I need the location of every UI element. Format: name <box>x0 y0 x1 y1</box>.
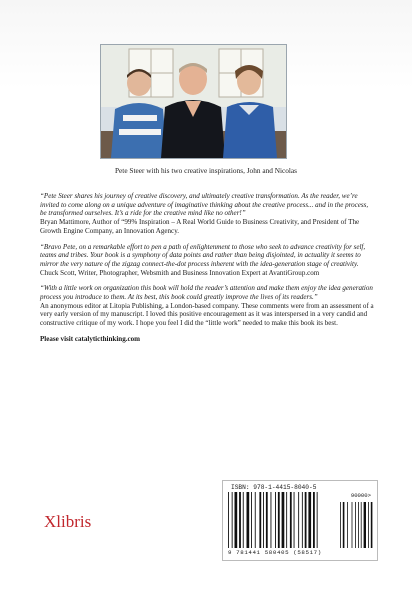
price-code: 90000> <box>350 492 371 499</box>
endorsements-section <box>40 192 376 351</box>
barcode-digits: 9 781441 580405 (58517) <box>228 549 322 556</box>
endorsement-attribution: Chuck Scott, Writer, Photographer, Websmith and Business Innovation Expert at AvantiGroup.com <box>40 268 320 277</box>
barcode-graphic <box>228 492 374 550</box>
endorsement-3 <box>40 284 376 328</box>
author-photo-image <box>101 45 286 158</box>
endorsement-quote: “Bravo Pete, on a remarkable effort to pen a path of enlightenment to those who seek to advance creativity for self, teams and tribes. Your book is a symphony of data points and rather than being disjointed, in actuality it seems to mirror the very nature of the zigzag connect-the-dot process inherent with the idea-generation stage of creativity. <box>40 242 366 268</box>
endorsement-quote: “Pete Steer shares his journey of creative discovery, and ultimately creative transformation. As the reader, we’re invited to come along on a unique adventure of imaginative thinking about the creative process... and in the process, be transformed ourselves. It’s a ride for the creative mind like no other!” <box>40 192 369 218</box>
endorsement-attribution: Bryan Mattimore, Author of “99% Inspiration – A Real World Guide to Business Creativity, and President of The Growth Engine Company, an Innovation Agency. <box>40 218 360 235</box>
isbn-barcode <box>222 480 378 561</box>
endorsement-2 <box>40 243 376 278</box>
publisher-logo: Xlibris <box>44 512 92 531</box>
endorsement-1 <box>40 192 376 236</box>
endorsement-quote: “With a little work on organization this book will hold the reader’s attention and make them enjoy the idea generation process you introduce to them. At its best, this book could greatly improve the lives of its readers.” <box>40 284 373 302</box>
visit-website-text: Please visit catalyticthinking.com <box>40 334 141 343</box>
endorsement-attribution: An anonymous editor at Litopia Publishing, a London-based company. These comments were from an assessment of a very early version of my manuscript. I loved this positive encouragement as it was interspersed in a very candid and constructive critique of my work. I hope you feel I did the “little work” needed to make this book its best. <box>40 301 374 328</box>
barcode-bars <box>228 492 374 550</box>
author-photo <box>100 44 287 159</box>
photo-caption: Pete Steer with his two creative inspirations, John and Nicolas <box>115 166 297 175</box>
isbn-label: ISBN: 978-1-4415-8040-5 <box>231 484 317 491</box>
